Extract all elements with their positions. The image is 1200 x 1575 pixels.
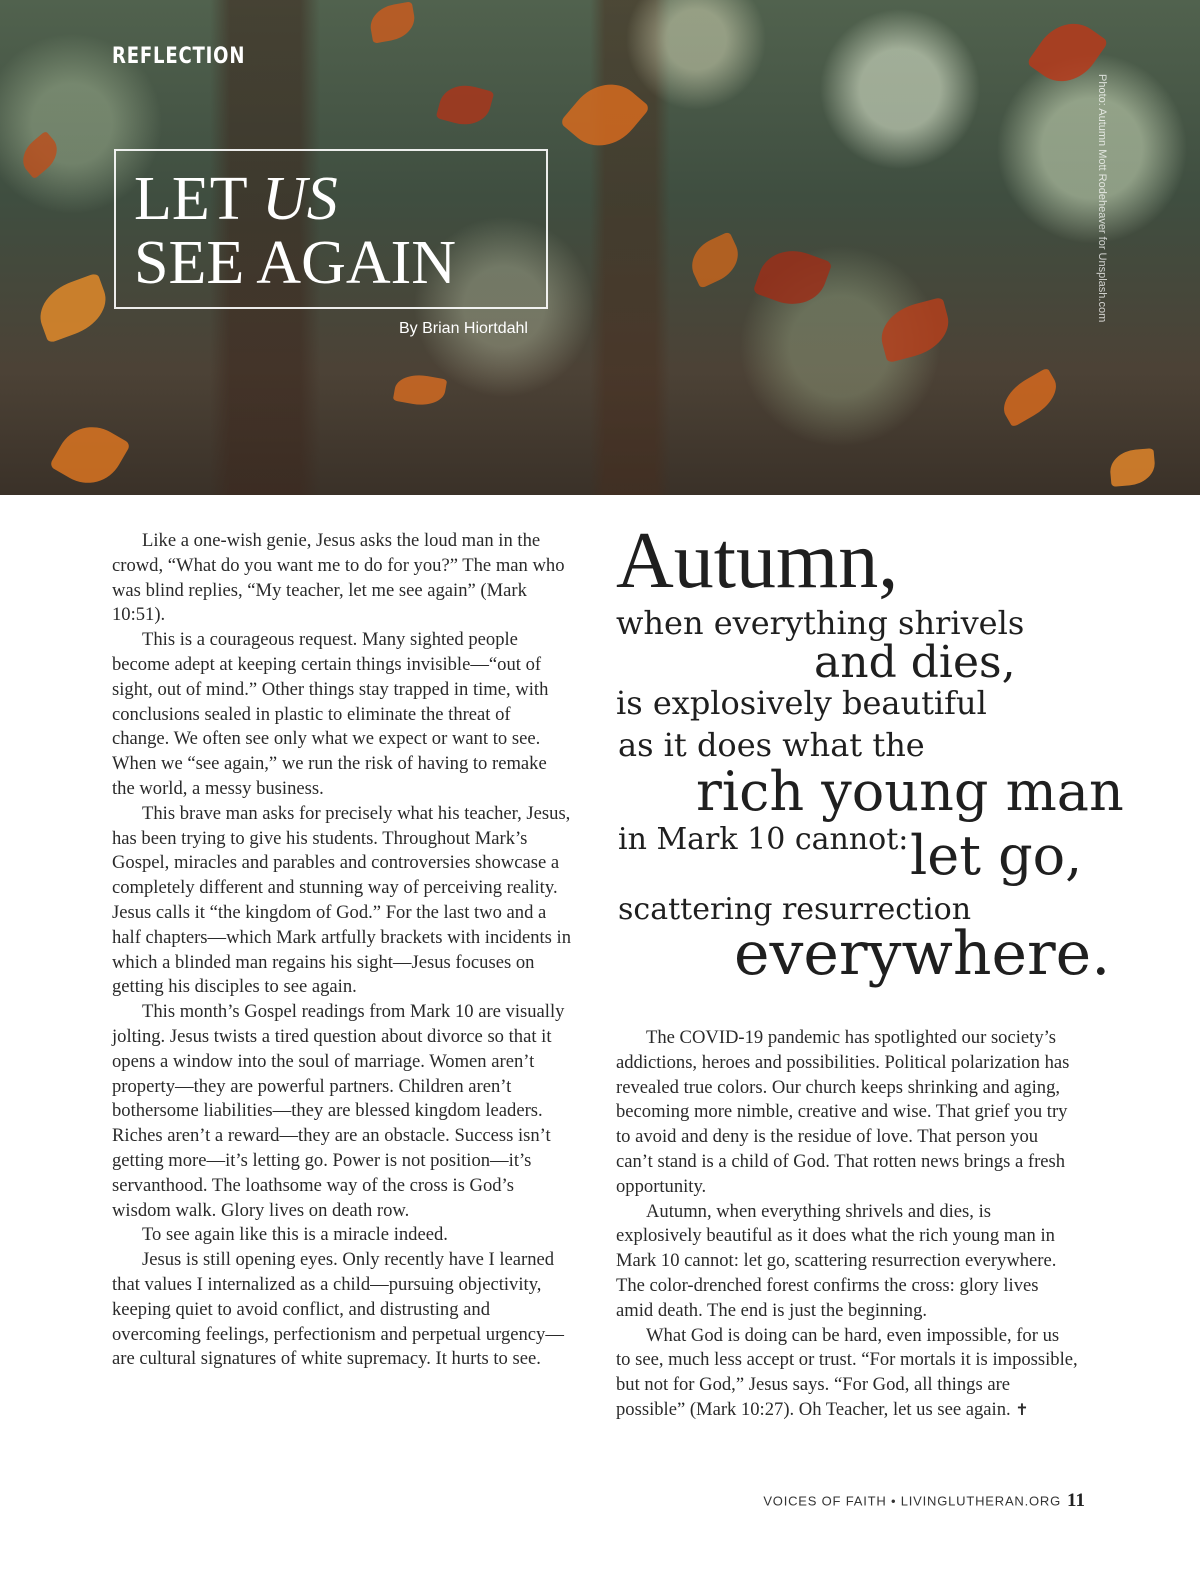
- article-paragraph: This is a courageous request. Many sighted people become adept at keeping certain things invisible—“out of sight, out of mind.” Other things stay trapped in time, with conclusions sealed in plastic to eliminate the threat of change. We often see only what we expect or want to see. When we “see again,” we run the risk of having to remake the world, a messy business.: [112, 629, 549, 799]
- pull-quote-line: in Mark 10 cannot:: [618, 822, 909, 857]
- article-title: [134, 167, 456, 295]
- article-paragraph: Like a one-wish genie, Jesus asks the loud man in the crowd, “What do you want me to do for you?” The man who was blind replies, “My teacher, let me see again” (Mark 10:51).: [112, 530, 565, 626]
- pull-quote-line: let go,: [910, 824, 1083, 887]
- article-paragraph: This month’s Gospel readings from Mark 10 are visually jolting. Jesus twists a tired question about divorce so that it opens a window into the soul of marriage. Women aren’t property—they are powerful partners. Children aren’t bothersome liabilities—they are blessed kingdom leaders. Riches aren’t a reward—they are an obstacle. Success isn’t getting more—it’s letting go. Power is not position—it’s servanthood. The loathsome way of the cross is God’s wisdom walk. Glory lives on death row.: [112, 1001, 565, 1221]
- pull-quote-line: scattering resurrection: [618, 892, 972, 927]
- title-frame: [114, 149, 548, 309]
- title-word-us: US: [262, 165, 338, 233]
- byline: By Brian Hiortdahl: [399, 320, 528, 337]
- article-paragraph-last: [616, 1324, 1078, 1423]
- page-number: 11: [1067, 1490, 1085, 1511]
- leaf-decoration: [367, 1, 417, 43]
- article-column-left: [112, 529, 572, 1372]
- pull-quote-line: everywhere.: [734, 919, 1111, 989]
- leaf-decoration: [560, 69, 651, 161]
- section-label: REFLECTION: [112, 44, 246, 69]
- footer-publication: VOICES OF FAITH • LIVINGLUTHERAN.ORG: [763, 1493, 1062, 1509]
- pull-quote-line: as it does what the: [618, 726, 925, 764]
- pull-quote-line: Autumn,: [616, 517, 899, 605]
- hero-photo: [0, 0, 1200, 495]
- leaf-decoration: [49, 414, 131, 495]
- article-paragraph-text: What God is doing can be hard, even impossible, for us to see, much less accept or trust. “For mortals it is impossible, but not for God,” Jesus says. “For God, all things are possible” (Mark 10:27). Oh Teacher, let us see again.: [616, 1324, 1078, 1420]
- article-paragraph: To see again like this is a miracle indeed.: [142, 1224, 448, 1246]
- pull-quote-line: rich young man: [696, 760, 1124, 823]
- title-line-2: SEE AGAIN: [134, 229, 457, 297]
- leaf-decoration: [995, 367, 1064, 427]
- pull-quote: [616, 515, 1124, 995]
- leaf-decoration: [436, 79, 495, 131]
- article-paragraph: This brave man asks for precisely what his teacher, Jesus, has been trying to give his students. Throughout Mark’s Gospel, miracles and parables and controversies showcase a completely different and stunning way of perceiving reality. Jesus calls it “the kingdom of God.” For the last two and a half chapters—which Mark artfully brackets with incidents in which a blinded man regains his sight—Jesus focuses on getting his disciples to see again.: [112, 802, 572, 998]
- leaf-decoration: [684, 231, 746, 288]
- article-paragraph: The COVID-19 pandemic has spotlighted our society’s addictions, heroes and possibilities. Political polarization has revealed true colors. Our church keeps shrinking and aging, becoming more nimble, creative and wise. That grief you try to avoid and deny is the residue of love. That person you can’t stand is a child of God. That rotten news brings a fresh opportunity.: [616, 1027, 1070, 1197]
- article-paragraph: Jesus is still opening eyes. Only recently have I learned that values I internalized as a child—pursuing objectivity, keeping quiet to avoid conflict, and distrusting and overcoming feelings, perfectionism and perpetual urgency—are cultural signatures of white supremacy. It hurts to see.: [112, 1249, 564, 1370]
- photo-credit: Photo: Autumn Mott Rodeheaver for Unsplash.com: [1096, 74, 1108, 323]
- article-paragraph: Autumn, when everything shrivels and dies, is explosively beautiful as it does what the rich young man in Mark 10 cannot: let go, scattering resurrection everywhere. The color-drenched forest confirms the cross: glory lives amid death. The end is just the beginning.: [616, 1200, 1057, 1321]
- leaf-decoration: [753, 241, 833, 315]
- leaf-decoration: [1109, 448, 1157, 487]
- title-line-1: [134, 167, 456, 231]
- page-footer: [763, 1490, 1085, 1512]
- leaf-decoration: [875, 297, 956, 363]
- cross-icon: ✝: [1015, 1399, 1029, 1419]
- pull-quote-line: and dies,: [814, 637, 1016, 688]
- article-column-right: [616, 1026, 1078, 1423]
- leaf-decoration: [32, 273, 115, 344]
- pull-quote-line: is explosively beautiful: [616, 684, 987, 722]
- leaf-decoration: [393, 371, 447, 409]
- leaf-decoration: [15, 131, 65, 180]
- pull-quote-line: when everything shrivels: [616, 604, 1025, 642]
- title-word-let: LET: [134, 165, 247, 233]
